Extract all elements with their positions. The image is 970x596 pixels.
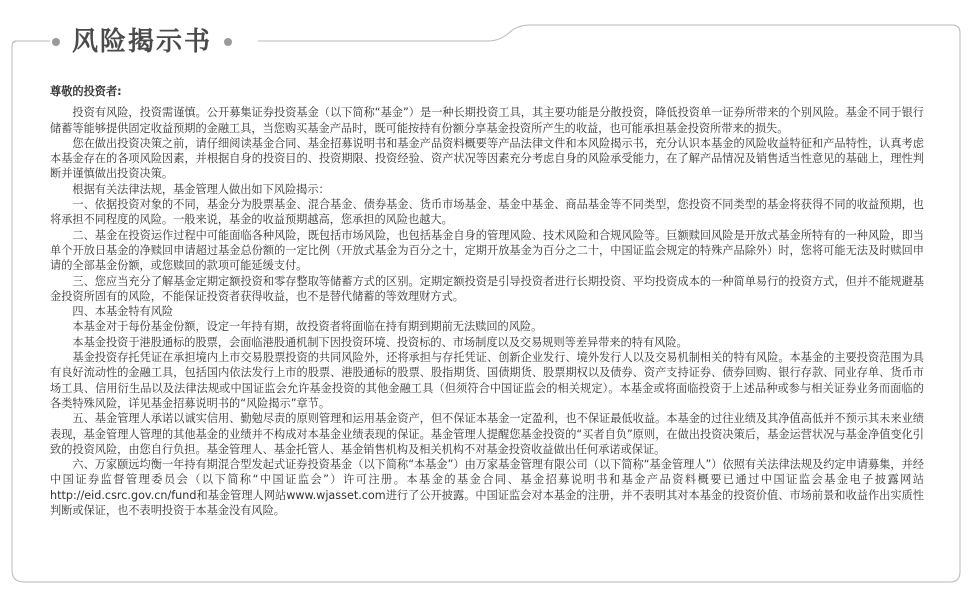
paragraph-item-6: 六、万家颐远均衡一年持有期混合型发起式证券投资基金（以下简称“本基金”）由万家基金管理有限公司（以下简称“基金管理人”）依照有关法律法规及约定申请募集，并经中国证券监督管理委员会（以下简称“中国证监会”）许可注册。本基金的基金合同、基金招募说明书和基金产品资料概要已通过中国证监会基金电子披露网站http://eid.csrc.gov.cn/fund和基金管理人网站www.wjasset.com进行了公开披露。中国证监会对本基金的注册，并不表明其对本基金的投资价值、市场前景和收益作出实质性判断或保证，也不表明投资于本基金没有风险。 bbox=[50, 458, 924, 518]
paragraph-item-1: 一、依据投资对象的不同，基金分为股票基金、混合基金、债券基金、货币市场基金、基金中基金、商品基金等不同类型，您投资不同类型的基金将获得不同的收益预期，也将承担不同程度的风险。一般来说，基金的收益预期越高，您承担的风险也越大。 bbox=[50, 198, 924, 227]
page-title: 风险揭示书 bbox=[72, 27, 213, 57]
paragraph-intro: 投资有风险，投资需谨慎。公开募集证券投资基金（以下简称“基金”）是一种长期投资工具，其主要功能是分散投资，降低投资单一证券所带来的个别风险。基金不同于银行储蓄等能够提供固定收益预期的金融工具，当您购买基金产品时，既可能按持有份额分享基金投资所产生的收益，也可能承担基金投资所带来的损失。 bbox=[50, 106, 924, 135]
paragraph-item-5: 五、基金管理人承诺以诚实信用、勤勉尽责的原则管理和运用基金资产，但不保证本基金一定盈利，也不保证最低收益。本基金的过往业绩及其净值高低并不预示其未来业绩表现，基金管理人管理的其他基金的业绩并不构成对本基金业绩表现的保证。基金管理人提醒您基金投资的“买者自负”原则，在做出投资决策后，基金运营状况与基金净值变化引致的投资风险，由您自行负担。基金管理人、基金托管人、基金销售机构及相关机构不对基金投资收益做出任何承诺或保证。 bbox=[50, 412, 924, 456]
paragraph-disclosure-lead: 根据有关法律法规，基金管理人做出如下风险揭示： bbox=[72, 182, 330, 196]
paragraph-hk-connect: 本基金投资于港股通标的股票，会面临港股通机制下因投资环境、投资标的、市场制度以及交易规则等差异带来的特有风险。 bbox=[72, 335, 688, 349]
salutation: 尊敬的投资者: bbox=[50, 85, 122, 98]
left-dot bbox=[52, 38, 60, 46]
paragraph-item-4-heading: 四、本基金特有风险 bbox=[72, 305, 174, 319]
paragraph-item-3: 三、您应当充分了解基金定期定额投资和零存整取等储蓄方式的区别。定期定额投资是引导投资者进行长期投资、平均投资成本的一种简单易行的投资方式，但并不能规避基金投资所固有的风险，不能保证投资者获得收益，也不是替代储蓄的等效理财方式。 bbox=[50, 274, 924, 303]
paragraph-decision: 您在做出投资决策之前，请仔细阅读基金合同、基金招募说明书和基金产品资料概要等产品法律文件和本风险揭示书，充分认识本基金的风险收益特征和产品特性，认真考虑本基金存在的各项风险因素，并根据自身的投资目的、投资期限、投资经验、资产状况等因素充分考虑自身的风险承受能力，在了解产品情况及销售适当性意见的基础上，理性判断并谨慎做出投资决策。 bbox=[50, 136, 924, 181]
paragraph-holding-period: 本基金对于每份基金份额，设定一年持有期，故投资者将面临在持有期到期前无法赎回的风险。 bbox=[72, 320, 543, 334]
paragraph-depositary-receipts: 基金投资存托凭证在承担境内上市交易股票投资的共同风险外，还将承担与存托凭证、创新企业发行、境外发行人以及交易机制相关的特有风险。本基金的主要投资范围为具有良好流动性的金融工具，包括国内依法发行上市的股票、港股通标的股票、股指期货、国债期货、股票期权以及债券、资产支持证券、债券回购、银行存款、同业存单、货币市场工具、信用衍生品以及法律法规或中国证监会允许基金投资的其他金融工具（但须符合中国证监会的相关规定）。本基金或将面临投资于上述品种或参与相关证券业务而面临的各类特殊风险，详见基金招募说明书的“风险揭示”章节。 bbox=[50, 351, 924, 410]
right-dot bbox=[224, 38, 232, 46]
document-body bbox=[50, 84, 924, 518]
paragraph-item-2: 二、基金在投资运作过程中可能面临各种风险，既包括市场风险，也包括基金自身的管理风险、技术风险和合规风险等。巨额赎回风险是开放式基金所特有的一种风险，即当单个开放日基金的净赎回申请超过基金总份额的一定比例（开放式基金为百分之十，定期开放基金为百分之二十，中国证监会规定的特殊产品除外）时，您将可能无法及时赎回申请的全部基金份额，或您赎回的款项可能延缓支付。 bbox=[50, 228, 924, 273]
title-banner bbox=[52, 22, 232, 62]
